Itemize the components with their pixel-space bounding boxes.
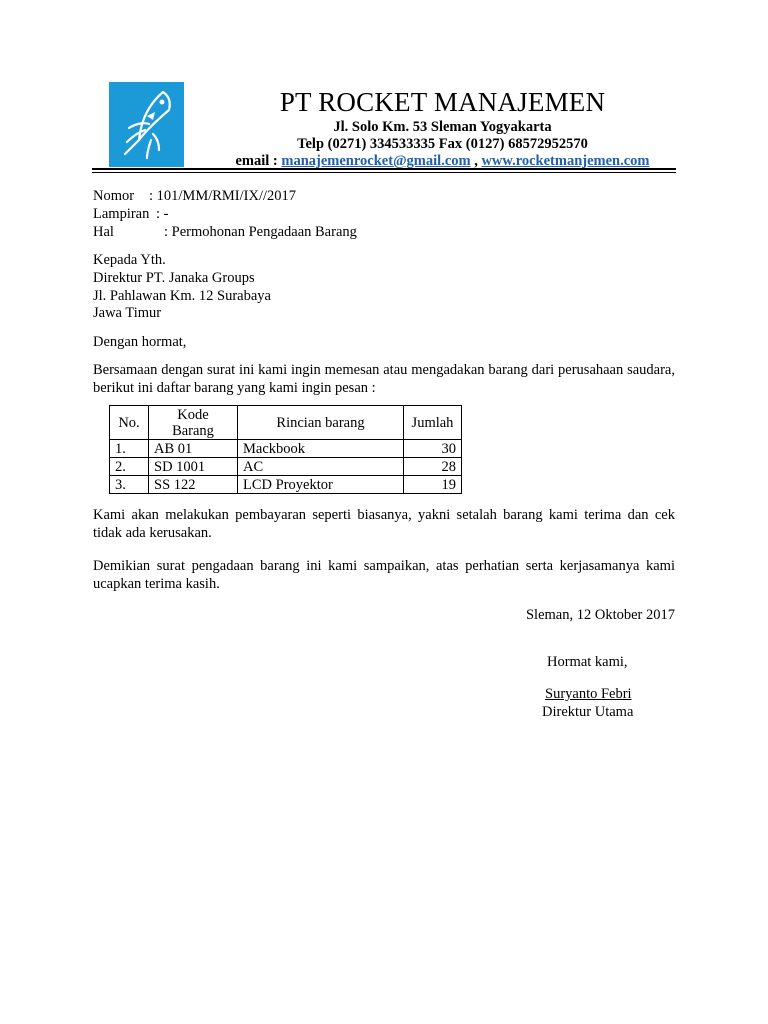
signer-name: Suryanto Febri bbox=[545, 686, 632, 702]
nomor-row bbox=[93, 187, 296, 205]
row-kode: SD 1001 bbox=[149, 458, 238, 476]
items-table bbox=[109, 405, 462, 494]
nomor-value: : 101/MM/RMI/IX//2017 bbox=[149, 188, 297, 204]
lampiran-label: Lampiran bbox=[93, 206, 150, 222]
paragraph-3: Demikian surat pengadaan barang ini kami sampaikan, atas perhatian serta kerjasamanya kami ucapkan terima kasih. bbox=[93, 558, 675, 592]
header-rincian: Rincian barang bbox=[238, 406, 404, 440]
lampiran-value: : - bbox=[156, 206, 169, 222]
table-header-row bbox=[110, 406, 462, 440]
row-no: 1. bbox=[110, 440, 149, 458]
table-row bbox=[110, 440, 462, 458]
recipient-line-3: Jl. Pahlawan Km. 12 Surabaya bbox=[93, 288, 271, 304]
hal-label: Hal bbox=[93, 224, 114, 240]
company-phone: Telp (0271) 334533335 Fax (0127) 68572952570 bbox=[297, 136, 588, 152]
email-label: email : bbox=[235, 153, 278, 169]
lampiran-row bbox=[93, 205, 168, 223]
table-row bbox=[110, 476, 462, 494]
row-jumlah: 30 bbox=[404, 440, 462, 458]
website-link[interactable]: www.rocketmanjemen.com bbox=[481, 153, 650, 169]
letterhead-divider-thin bbox=[92, 172, 676, 173]
letterhead-divider-thick bbox=[92, 168, 676, 170]
signer-title: Direktur Utama bbox=[542, 704, 634, 720]
row-rincian: Mackbook bbox=[238, 440, 404, 458]
place-date: Sleman, 12 Oktober 2017 bbox=[525, 607, 675, 623]
row-jumlah: 19 bbox=[404, 476, 462, 494]
header-kode-line2: Barang bbox=[172, 422, 214, 439]
row-rincian: LCD Proyektor bbox=[238, 476, 404, 494]
row-no: 2. bbox=[110, 458, 149, 476]
rocket-fish-logo-icon bbox=[109, 82, 184, 167]
paragraph-1: Bersamaan dengan surat ini kami ingin memesan atau mengadakan barang dari perusahaan saudara, berikut ini daftar barang yang kami ingin pesan : bbox=[93, 362, 675, 396]
header-no: No. bbox=[110, 406, 149, 440]
contact-separator: , bbox=[474, 153, 478, 169]
company-logo bbox=[109, 82, 184, 167]
email-link[interactable]: manajemenrocket@gmail.com bbox=[281, 153, 471, 169]
table-row bbox=[110, 458, 462, 476]
row-kode: SS 122 bbox=[149, 476, 238, 494]
row-no: 3. bbox=[110, 476, 149, 494]
recipient-line-2: Direktur PT. Janaka Groups bbox=[93, 270, 255, 286]
company-name: PT ROCKET MANAJEMEN bbox=[279, 87, 606, 117]
row-rincian: AC bbox=[238, 458, 404, 476]
nomor-label: Nomor bbox=[93, 188, 135, 204]
paragraph-2: Kami akan melakukan pembayaran seperti biasanya, yakni setalah barang kami terima dan cek tidak ada kerusakan. bbox=[93, 507, 675, 541]
company-address: Jl. Solo Km. 53 Sleman Yogyakarta bbox=[333, 119, 552, 135]
row-jumlah: 28 bbox=[404, 458, 462, 476]
header-jumlah: Jumlah bbox=[404, 406, 462, 440]
header-kode-barang bbox=[149, 406, 238, 440]
hal-row bbox=[93, 223, 357, 241]
regards: Hormat kami, bbox=[547, 654, 628, 670]
hal-value: : Permohonan Pengadaan Barang bbox=[164, 224, 357, 240]
header-kode-line1: Kode bbox=[177, 406, 209, 423]
row-kode: AB 01 bbox=[149, 440, 238, 458]
recipient-line-4: Jawa Timur bbox=[93, 305, 162, 321]
greeting: Dengan hormat, bbox=[93, 334, 187, 350]
recipient-line-1: Kepada Yth. bbox=[93, 252, 166, 268]
